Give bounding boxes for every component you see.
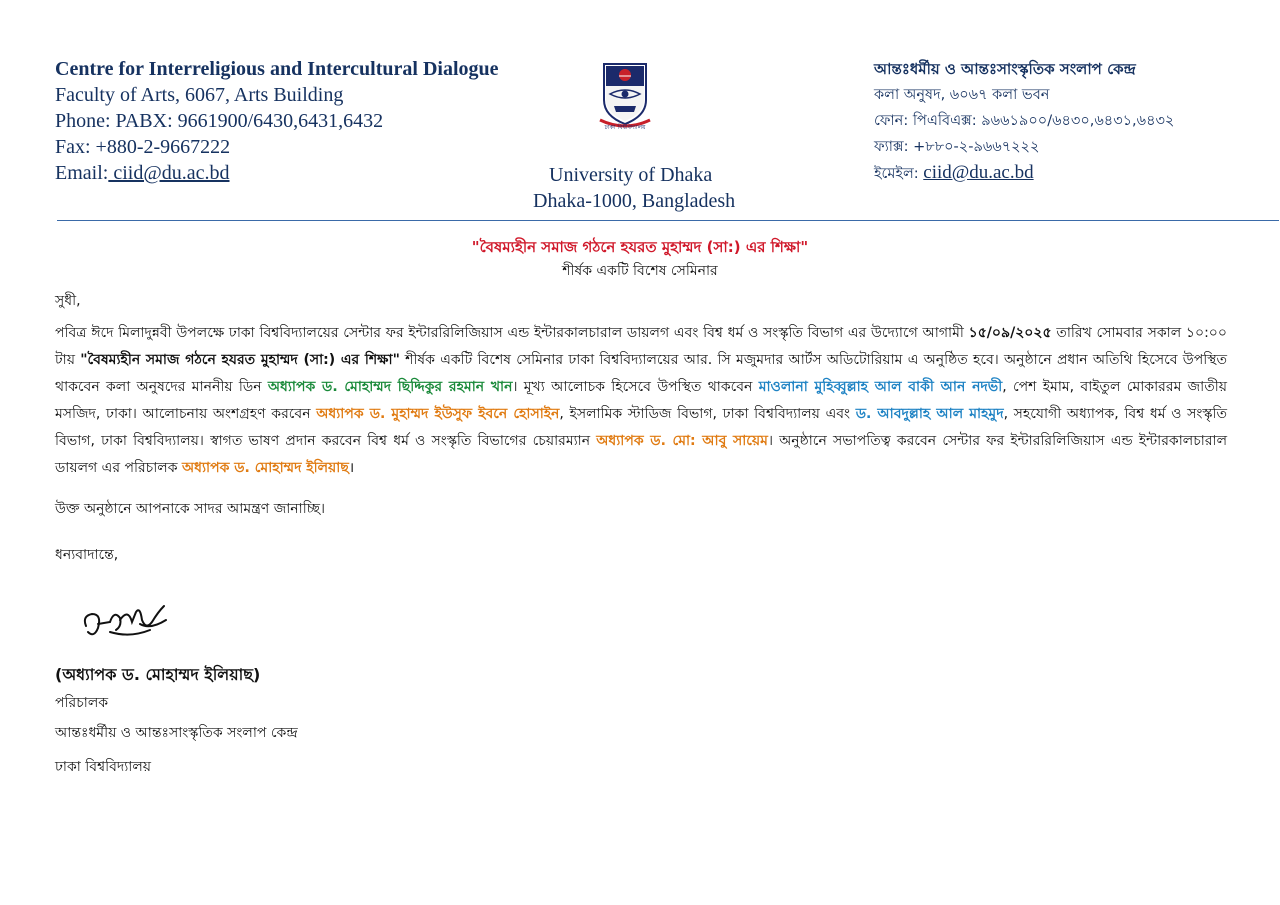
phone-bn: ফোন: পিএবিএক্স: ৯৬৬১৯০০/৬৪৩০,৬৪৩১,৬৪৩২ [874,113,1175,129]
email-label-bn: ইমেইল: [874,166,919,182]
email-link-en[interactable]: ciid@du.ac.bd [108,162,230,184]
handwritten-signature [80,600,172,644]
keynote-speaker-name: মাওলানা মুহিব্বুল্লাহ আল বাকী আন নদভী [758,379,1003,395]
university-of-dhaka-crest-icon [594,60,656,132]
chair-name: অধ্যাপক ড. মোহাম্মদ ইলিয়াছ [181,460,349,476]
body-text: , সহযোগী অধ্যাপক, বিশ্ব ধর্ম ও সংস্কৃতি বিভাগ, ঢাকা বিশ্ববিদ্যালয়। স্বাগত ভাষণ প্রদান করবেন বিশ্ব ধর্ম ও সংস্কৃতি বিভাগের চেয়ারম্যান [55,406,1227,449]
body-text: । [348,460,355,476]
body-text: পবিত্র ঈদে মিলাদুন্নবী উপলক্ষে ঢাকা বিশ্ববিদ্যালয়ের সেন্টার ফর ইন্টাররিলিজিয়াস এন্ড ইন্টারকালচারাল ডায়লগ এবং বিশ্ব ধর্ম ও সংস্কৃতি বিভাগ এর উদ্যোগে আগামী [55,325,969,341]
invitation-line: উক্ত অনুষ্ঠানে আপনাকে সাদর আমন্ত্রণ জানাচ্ছি। [55,501,325,517]
fax-bn: ফ্যাক্স: +৮৮০-২-৯৬৬৭২২২ [874,139,1040,155]
seminar-title-inline: "বৈষম্যহীন সমাজ গঠনে হযরত মুহাম্মদ (সা:) এর শিক্ষা" [80,352,400,368]
address-bn: কলা অনুষদ, ৬০৬৭ কলা ভবন [874,87,1050,103]
university-address-en: Dhaka-1000, Bangladesh [533,190,736,212]
seminar-subtitle: শীর্ষক একটি বিশেষ সেমিনার [562,263,718,279]
signatory-name: (অধ্যাপক ড. মোহাম্মদ ইলিয়াছ) [55,665,261,684]
body-text: তারিখ সোমবার সকাল ১০:০০ টায় [55,325,1227,368]
body-text: শীর্ষক একটি বিশেষ সেমিনার ঢাকা বিশ্ববিদ্যালয়ের আর. সি মজুমদার আর্টস অডিটোরিয়াম এ অনুষ্ঠিত হবে। অনুষ্ঠানে প্রধান অতিথি হিসেবে উপস্থিত থাকবেন কলা অনুষদের মাননীয় ডিন [55,352,1227,395]
email-row-bn [874,160,1034,187]
fax-en: Fax: +880-2-9667222 [55,136,231,158]
signatory-centre: আন্তঃধর্মীয় ও আন্তঃসাংস্কৃতিক সংলাপ কেন্দ্র [55,725,298,741]
body-text: । অনুষ্ঠানে সভাপতিত্ব করবেন সেন্টার ফর ইন্টাররিলিজিয়াস এন্ড ইন্টারকালচারাল ডায়লগ এর পরিচালক [55,433,1228,476]
email-row-en [55,160,230,186]
body-text: , পেশ ইমাম, বাইতুল মোকাররম জাতীয় মসজিদ, ঢাকা। আলোচনায় অংশগ্রহণ করবেন [55,379,1227,422]
header-divider [57,220,1279,221]
closing-line: ধন্যবাদান্তে, [55,547,119,563]
signatory-designation: পরিচালক [55,695,109,711]
chief-guest-name: অধ্যাপক ড. মোহাম্মদ ছিদ্দিকুর রহমান খান [267,379,513,395]
email-label-en: Email: [55,162,109,184]
email-link-bn[interactable]: ciid@du.ac.bd [923,162,1034,183]
salutation: সুধী, [55,293,81,309]
phone-en: Phone: PABX: 9661900/6430,6431,6432 [55,110,384,132]
logo-caption: ঢাকা বিশ্ববিদ্যালয় [604,124,646,131]
welcome-speaker-name: অধ্যাপক ড. মো: আবু সায়েম [596,433,768,449]
signatory-university: ঢাকা বিশ্ববিদ্যালয় [55,759,152,775]
seminar-title: "বৈষম্যহীন সমাজ গঠনে হযরত মুহাম্মদ (সা:) এর শিক্ষা" [471,238,809,256]
event-date: ১৫/০৯/২০২৫ [968,325,1052,341]
university-name-en: University of Dhaka [549,164,713,186]
discussant-2-name: ড. আবদুল্লাহ আল মাহমুদ [855,406,1004,422]
body-text: । মূখ্য আলোচক হিসেবে উপস্থিত থাকবেন [512,379,759,395]
body-text: , ইসলামিক স্টাডিজ বিভাগ, ঢাকা বিশ্ববিদ্যালয় এবং [559,406,856,422]
invitation-body [55,320,1227,482]
discussant-1-name: অধ্যাপক ড. মুহাম্মদ ইউসুফ ইবনে হোসাইন [316,406,560,422]
address-en: Faculty of Arts, 6067, Arts Building [55,84,344,106]
centre-name-en: Centre for Interreligious and Intercultural Dialogue [55,58,499,80]
centre-name-bn: আন্তঃধর্মীয় ও আন্তঃসাংস্কৃতিক সংলাপ কেন্দ্র [874,60,1136,78]
